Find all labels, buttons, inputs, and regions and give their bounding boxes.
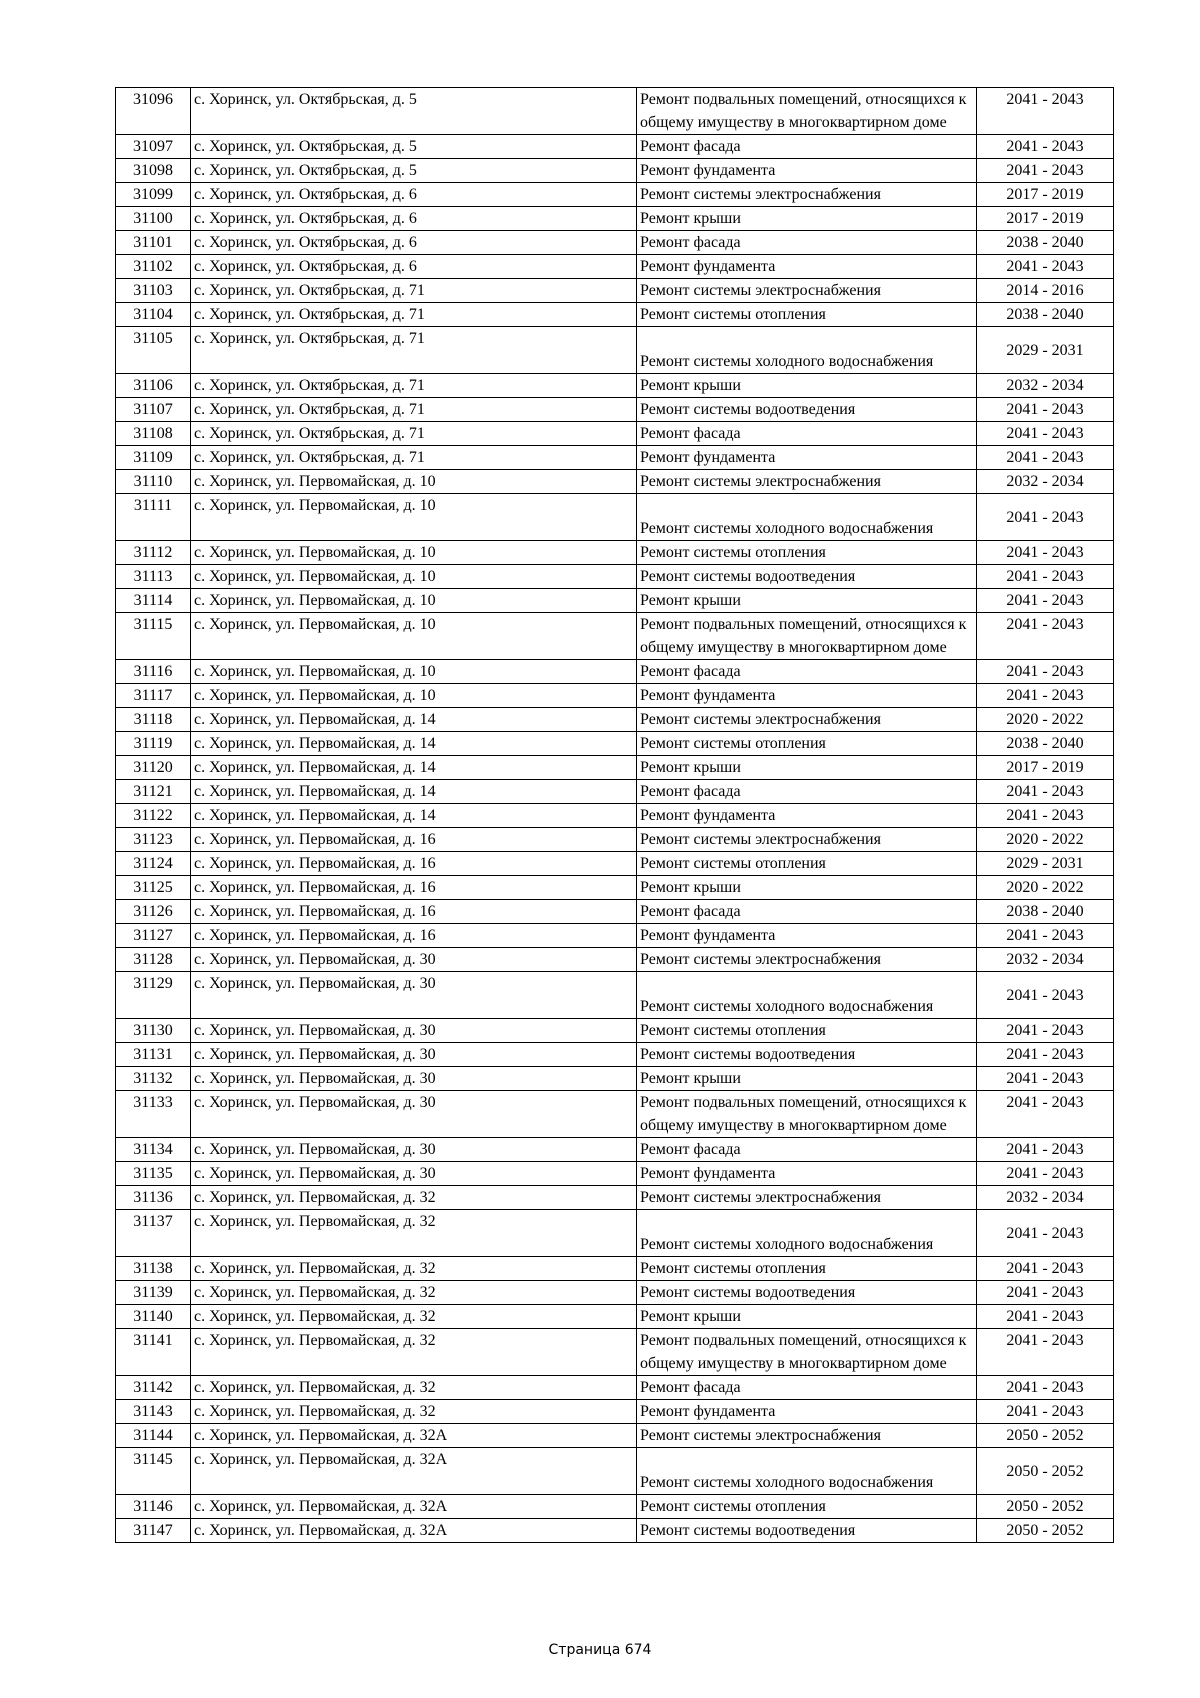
row-number: 31108 xyxy=(116,422,191,446)
row-work-type: Ремонт системы водоотведения xyxy=(637,1281,977,1305)
row-work-type: Ремонт системы отопления xyxy=(637,732,977,756)
row-address: с. Хоринск, ул. Первомайская, д. 16 xyxy=(191,900,637,924)
row-number: 31124 xyxy=(116,852,191,876)
table-row xyxy=(116,565,1114,589)
row-work-type: Ремонт системы отопления xyxy=(637,1495,977,1519)
table-row xyxy=(116,972,1114,1019)
row-period: 2050 - 2052 xyxy=(977,1424,1114,1448)
row-period: 2020 - 2022 xyxy=(977,708,1114,732)
row-number: 31104 xyxy=(116,303,191,327)
row-address: с. Хоринск, ул. Первомайская, д. 30 xyxy=(191,1043,637,1067)
row-address: с. Хоринск, ул. Октябрьская, д. 71 xyxy=(191,398,637,422)
row-number: 31121 xyxy=(116,780,191,804)
table-row xyxy=(116,1376,1114,1400)
row-period: 2041 - 2043 xyxy=(977,1138,1114,1162)
table-row xyxy=(116,374,1114,398)
row-number: 31097 xyxy=(116,135,191,159)
row-period: 2041 - 2043 xyxy=(977,159,1114,183)
row-period: 2020 - 2022 xyxy=(977,876,1114,900)
row-period: 2041 - 2043 xyxy=(977,494,1114,541)
table-row xyxy=(116,660,1114,684)
row-address: с. Хоринск, ул. Октябрьская, д. 6 xyxy=(191,207,637,231)
repair-schedule-table xyxy=(115,87,1114,1543)
row-period: 2020 - 2022 xyxy=(977,828,1114,852)
row-work-type: Ремонт системы водоотведения xyxy=(637,565,977,589)
row-period: 2041 - 2043 xyxy=(977,1091,1114,1138)
row-number: 31102 xyxy=(116,255,191,279)
table-row xyxy=(116,589,1114,613)
row-work-type: Ремонт системы отопления xyxy=(637,1019,977,1043)
row-address: с. Хоринск, ул. Первомайская, д. 10 xyxy=(191,660,637,684)
row-period: 2017 - 2019 xyxy=(977,207,1114,231)
table-row xyxy=(116,1210,1114,1257)
row-work-type: Ремонт фасада xyxy=(637,135,977,159)
row-address: с. Хоринск, ул. Октябрьская, д. 6 xyxy=(191,255,637,279)
row-address: с. Хоринск, ул. Первомайская, д. 30 xyxy=(191,1162,637,1186)
table-row xyxy=(116,1519,1114,1543)
row-work-type: Ремонт подвальных помещений, относящихся к общему имуществу в многоквартирном доме xyxy=(637,1329,977,1376)
row-number: 31117 xyxy=(116,684,191,708)
row-work-type: Ремонт системы отопления xyxy=(637,1257,977,1281)
row-address: с. Хоринск, ул. Первомайская, д. 10 xyxy=(191,541,637,565)
row-number: 31118 xyxy=(116,708,191,732)
row-work-type: Ремонт фундамента xyxy=(637,1162,977,1186)
row-period: 2041 - 2043 xyxy=(977,1400,1114,1424)
table-row xyxy=(116,279,1114,303)
table-body xyxy=(116,88,1114,1543)
row-number: 31135 xyxy=(116,1162,191,1186)
row-work-type: Ремонт системы отопления xyxy=(637,852,977,876)
row-work-type: Ремонт фундамента xyxy=(637,1400,977,1424)
row-work-type: Ремонт системы водоотведения xyxy=(637,398,977,422)
row-number: 31143 xyxy=(116,1400,191,1424)
table-row xyxy=(116,613,1114,660)
table-row xyxy=(116,1495,1114,1519)
table-row xyxy=(116,684,1114,708)
row-address: с. Хоринск, ул. Первомайская, д. 14 xyxy=(191,708,637,732)
row-period: 2041 - 2043 xyxy=(977,135,1114,159)
row-number: 31138 xyxy=(116,1257,191,1281)
row-work-type: Ремонт крыши xyxy=(637,1067,977,1091)
row-address: с. Хоринск, ул. Первомайская, д. 30 xyxy=(191,972,637,1019)
row-address: с. Хоринск, ул. Первомайская, д. 32 xyxy=(191,1210,637,1257)
row-period: 2050 - 2052 xyxy=(977,1495,1114,1519)
page-number: Страница 674 xyxy=(548,1642,652,1658)
row-address: с. Хоринск, ул. Первомайская, д. 30 xyxy=(191,1067,637,1091)
row-number: 31126 xyxy=(116,900,191,924)
row-period: 2041 - 2043 xyxy=(977,924,1114,948)
row-period: 2041 - 2043 xyxy=(977,1210,1114,1257)
table-row xyxy=(116,1448,1114,1495)
row-address: с. Хоринск, ул. Первомайская, д. 14 xyxy=(191,732,637,756)
row-work-type: Ремонт фасада xyxy=(637,1376,977,1400)
row-work-type: Ремонт системы холодного водоснабжения xyxy=(637,327,977,374)
table-row xyxy=(116,1019,1114,1043)
table-row xyxy=(116,327,1114,374)
table-row xyxy=(116,207,1114,231)
row-work-type: Ремонт фундамента xyxy=(637,446,977,470)
row-work-type: Ремонт системы электроснабжения xyxy=(637,948,977,972)
row-period: 2014 - 2016 xyxy=(977,279,1114,303)
row-number: 31141 xyxy=(116,1329,191,1376)
row-work-type: Ремонт крыши xyxy=(637,1305,977,1329)
table-row xyxy=(116,422,1114,446)
row-address: с. Хоринск, ул. Первомайская, д. 32А xyxy=(191,1424,637,1448)
table-row xyxy=(116,1424,1114,1448)
table-row xyxy=(116,88,1114,135)
row-number: 31119 xyxy=(116,732,191,756)
row-number: 31107 xyxy=(116,398,191,422)
row-number: 31128 xyxy=(116,948,191,972)
table-row xyxy=(116,1305,1114,1329)
table-row xyxy=(116,852,1114,876)
row-period: 2041 - 2043 xyxy=(977,1257,1114,1281)
row-work-type: Ремонт системы водоотведения xyxy=(637,1519,977,1543)
row-work-type: Ремонт системы отопления xyxy=(637,541,977,565)
row-number: 31112 xyxy=(116,541,191,565)
table-row xyxy=(116,159,1114,183)
row-address: с. Хоринск, ул. Первомайская, д. 32А xyxy=(191,1519,637,1543)
row-work-type: Ремонт фасада xyxy=(637,900,977,924)
row-number: 31129 xyxy=(116,972,191,1019)
row-address: с. Хоринск, ул. Первомайская, д. 14 xyxy=(191,756,637,780)
row-address: с. Хоринск, ул. Первомайская, д. 10 xyxy=(191,589,637,613)
table-row xyxy=(116,780,1114,804)
row-number: 31099 xyxy=(116,183,191,207)
row-number: 31132 xyxy=(116,1067,191,1091)
row-work-type: Ремонт фасада xyxy=(637,780,977,804)
row-period: 2041 - 2043 xyxy=(977,1305,1114,1329)
table-row xyxy=(116,470,1114,494)
table-row xyxy=(116,1067,1114,1091)
row-period: 2041 - 2043 xyxy=(977,660,1114,684)
row-work-type: Ремонт системы электроснабжения xyxy=(637,470,977,494)
row-number: 31103 xyxy=(116,279,191,303)
row-number: 31131 xyxy=(116,1043,191,1067)
row-address: с. Хоринск, ул. Первомайская, д. 30 xyxy=(191,1138,637,1162)
row-address: с. Хоринск, ул. Первомайская, д. 32 xyxy=(191,1281,637,1305)
row-period: 2032 - 2034 xyxy=(977,948,1114,972)
row-address: с. Хоринск, ул. Первомайская, д. 32 xyxy=(191,1305,637,1329)
row-period: 2041 - 2043 xyxy=(977,1281,1114,1305)
row-number: 31098 xyxy=(116,159,191,183)
row-number: 31134 xyxy=(116,1138,191,1162)
row-work-type: Ремонт системы электроснабжения xyxy=(637,828,977,852)
table-row xyxy=(116,804,1114,828)
row-number: 31140 xyxy=(116,1305,191,1329)
row-address: с. Хоринск, ул. Первомайская, д. 32А xyxy=(191,1448,637,1495)
table-row xyxy=(116,1186,1114,1210)
row-period: 2041 - 2043 xyxy=(977,1067,1114,1091)
row-period: 2038 - 2040 xyxy=(977,231,1114,255)
row-work-type: Ремонт крыши xyxy=(637,207,977,231)
row-number: 31133 xyxy=(116,1091,191,1138)
row-number: 31106 xyxy=(116,374,191,398)
row-address: с. Хоринск, ул. Первомайская, д. 30 xyxy=(191,1091,637,1138)
row-address: с. Хоринск, ул. Первомайская, д. 14 xyxy=(191,804,637,828)
row-number: 31136 xyxy=(116,1186,191,1210)
row-work-type: Ремонт крыши xyxy=(637,374,977,398)
row-number: 31127 xyxy=(116,924,191,948)
row-address: с. Хоринск, ул. Первомайская, д. 10 xyxy=(191,613,637,660)
row-period: 2041 - 2043 xyxy=(977,780,1114,804)
table-row xyxy=(116,732,1114,756)
row-address: с. Хоринск, ул. Первомайская, д. 32 xyxy=(191,1257,637,1281)
row-work-type: Ремонт фасада xyxy=(637,422,977,446)
row-number: 31147 xyxy=(116,1519,191,1543)
row-period: 2038 - 2040 xyxy=(977,303,1114,327)
row-number: 31144 xyxy=(116,1424,191,1448)
row-number: 31114 xyxy=(116,589,191,613)
row-work-type: Ремонт фундамента xyxy=(637,804,977,828)
row-number: 31113 xyxy=(116,565,191,589)
row-period: 2050 - 2052 xyxy=(977,1448,1114,1495)
row-work-type: Ремонт системы электроснабжения xyxy=(637,279,977,303)
row-address: с. Хоринск, ул. Первомайская, д. 14 xyxy=(191,780,637,804)
row-period: 2041 - 2043 xyxy=(977,255,1114,279)
row-period: 2041 - 2043 xyxy=(977,446,1114,470)
table-row xyxy=(116,1257,1114,1281)
table-row xyxy=(116,255,1114,279)
row-period: 2041 - 2043 xyxy=(977,398,1114,422)
row-period: 2041 - 2043 xyxy=(977,1329,1114,1376)
table-row xyxy=(116,231,1114,255)
row-address: с. Хоринск, ул. Октябрьская, д. 71 xyxy=(191,422,637,446)
table-row xyxy=(116,1329,1114,1376)
row-period: 2050 - 2052 xyxy=(977,1519,1114,1543)
row-address: с. Хоринск, ул. Первомайская, д. 16 xyxy=(191,924,637,948)
row-period: 2041 - 2043 xyxy=(977,1043,1114,1067)
table-row xyxy=(116,446,1114,470)
row-address: с. Хоринск, ул. Первомайская, д. 32 xyxy=(191,1376,637,1400)
table-row xyxy=(116,900,1114,924)
row-period: 2041 - 2043 xyxy=(977,613,1114,660)
row-work-type: Ремонт системы холодного водоснабжения xyxy=(637,1448,977,1495)
row-work-type: Ремонт фундамента xyxy=(637,255,977,279)
row-period: 2017 - 2019 xyxy=(977,183,1114,207)
table-row xyxy=(116,1281,1114,1305)
row-address: с. Хоринск, ул. Первомайская, д. 16 xyxy=(191,852,637,876)
row-period: 2029 - 2031 xyxy=(977,852,1114,876)
table-row xyxy=(116,1400,1114,1424)
row-work-type: Ремонт фундамента xyxy=(637,924,977,948)
row-number: 31122 xyxy=(116,804,191,828)
row-period: 2041 - 2043 xyxy=(977,1019,1114,1043)
row-address: с. Хоринск, ул. Первомайская, д. 10 xyxy=(191,470,637,494)
row-period: 2032 - 2034 xyxy=(977,374,1114,398)
row-period: 2041 - 2043 xyxy=(977,972,1114,1019)
row-address: с. Хоринск, ул. Октябрьская, д. 71 xyxy=(191,374,637,398)
row-period: 2041 - 2043 xyxy=(977,804,1114,828)
row-number: 31110 xyxy=(116,470,191,494)
row-period: 2041 - 2043 xyxy=(977,1162,1114,1186)
row-work-type: Ремонт крыши xyxy=(637,589,977,613)
row-number: 31116 xyxy=(116,660,191,684)
row-work-type: Ремонт системы холодного водоснабжения xyxy=(637,1210,977,1257)
table-row xyxy=(116,1162,1114,1186)
table-row xyxy=(116,398,1114,422)
row-work-type: Ремонт системы электроснабжения xyxy=(637,708,977,732)
row-number: 31101 xyxy=(116,231,191,255)
row-period: 2041 - 2043 xyxy=(977,541,1114,565)
row-period: 2041 - 2043 xyxy=(977,589,1114,613)
table-row xyxy=(116,494,1114,541)
row-address: с. Хоринск, ул. Октябрьская, д. 5 xyxy=(191,159,637,183)
row-work-type: Ремонт системы отопления xyxy=(637,303,977,327)
row-number: 31115 xyxy=(116,613,191,660)
row-period: 2041 - 2043 xyxy=(977,88,1114,135)
row-address: с. Хоринск, ул. Октябрьская, д. 71 xyxy=(191,327,637,374)
row-number: 31125 xyxy=(116,876,191,900)
row-number: 31130 xyxy=(116,1019,191,1043)
row-address: с. Хоринск, ул. Первомайская, д. 10 xyxy=(191,565,637,589)
table-row xyxy=(116,756,1114,780)
row-address: с. Хоринск, ул. Октябрьская, д. 71 xyxy=(191,446,637,470)
row-address: с. Хоринск, ул. Первомайская, д. 30 xyxy=(191,1019,637,1043)
row-address: с. Хоринск, ул. Октябрьская, д. 71 xyxy=(191,279,637,303)
row-period: 2032 - 2034 xyxy=(977,1186,1114,1210)
row-work-type: Ремонт фасада xyxy=(637,231,977,255)
row-work-type: Ремонт системы холодного водоснабжения xyxy=(637,972,977,1019)
table-row xyxy=(116,541,1114,565)
row-address: с. Хоринск, ул. Октябрьская, д. 71 xyxy=(191,303,637,327)
row-address: с. Хоринск, ул. Первомайская, д. 16 xyxy=(191,876,637,900)
row-work-type: Ремонт системы электроснабжения xyxy=(637,183,977,207)
row-number: 31096 xyxy=(116,88,191,135)
row-work-type: Ремонт системы холодного водоснабжения xyxy=(637,494,977,541)
table-row xyxy=(116,828,1114,852)
row-work-type: Ремонт крыши xyxy=(637,876,977,900)
row-number: 31111 xyxy=(116,494,191,541)
row-work-type: Ремонт подвальных помещений, относящихся к общему имуществу в многоквартирном доме xyxy=(637,88,977,135)
row-period: 2041 - 2043 xyxy=(977,1376,1114,1400)
row-work-type: Ремонт подвальных помещений, относящихся к общему имуществу в многоквартирном доме xyxy=(637,613,977,660)
row-number: 31137 xyxy=(116,1210,191,1257)
row-number: 31146 xyxy=(116,1495,191,1519)
row-number: 31120 xyxy=(116,756,191,780)
row-address: с. Хоринск, ул. Первомайская, д. 10 xyxy=(191,494,637,541)
row-address: с. Хоринск, ул. Первомайская, д. 32 xyxy=(191,1186,637,1210)
row-work-type: Ремонт фасада xyxy=(637,660,977,684)
row-period: 2038 - 2040 xyxy=(977,732,1114,756)
row-number: 31142 xyxy=(116,1376,191,1400)
table-row xyxy=(116,183,1114,207)
table-row xyxy=(116,1138,1114,1162)
row-work-type: Ремонт системы водоотведения xyxy=(637,1043,977,1067)
row-period: 2041 - 2043 xyxy=(977,684,1114,708)
table-row xyxy=(116,1091,1114,1138)
row-period: 2041 - 2043 xyxy=(977,565,1114,589)
row-work-type: Ремонт фасада xyxy=(637,1138,977,1162)
row-work-type: Ремонт системы электроснабжения xyxy=(637,1424,977,1448)
table-row xyxy=(116,1043,1114,1067)
row-period: 2032 - 2034 xyxy=(977,470,1114,494)
row-work-type: Ремонт крыши xyxy=(637,756,977,780)
row-period: 2017 - 2019 xyxy=(977,756,1114,780)
row-number: 31105 xyxy=(116,327,191,374)
table-row xyxy=(116,924,1114,948)
row-address: с. Хоринск, ул. Октябрьская, д. 5 xyxy=(191,135,637,159)
row-work-type: Ремонт системы электроснабжения xyxy=(637,1186,977,1210)
row-address: с. Хоринск, ул. Первомайская, д. 10 xyxy=(191,684,637,708)
table-row xyxy=(116,135,1114,159)
row-work-type: Ремонт подвальных помещений, относящихся к общему имуществу в многоквартирном доме xyxy=(637,1091,977,1138)
row-address: с. Хоринск, ул. Первомайская, д. 32А xyxy=(191,1495,637,1519)
row-number: 31139 xyxy=(116,1281,191,1305)
row-address: с. Хоринск, ул. Первомайская, д. 32 xyxy=(191,1400,637,1424)
row-address: с. Хоринск, ул. Первомайская, д. 30 xyxy=(191,948,637,972)
row-work-type: Ремонт фундамента xyxy=(637,159,977,183)
row-address: с. Хоринск, ул. Первомайская, д. 32 xyxy=(191,1329,637,1376)
row-number: 31109 xyxy=(116,446,191,470)
row-number: 31123 xyxy=(116,828,191,852)
table-row xyxy=(116,708,1114,732)
row-work-type: Ремонт фундамента xyxy=(637,684,977,708)
row-period: 2041 - 2043 xyxy=(977,422,1114,446)
row-period: 2029 - 2031 xyxy=(977,327,1114,374)
row-address: с. Хоринск, ул. Первомайская, д. 16 xyxy=(191,828,637,852)
row-address: с. Хоринск, ул. Октябрьская, д. 5 xyxy=(191,88,637,135)
row-number: 31100 xyxy=(116,207,191,231)
row-address: с. Хоринск, ул. Октябрьская, д. 6 xyxy=(191,183,637,207)
table-row xyxy=(116,876,1114,900)
row-number: 31145 xyxy=(116,1448,191,1495)
table-row xyxy=(116,948,1114,972)
row-period: 2038 - 2040 xyxy=(977,900,1114,924)
table-row xyxy=(116,303,1114,327)
row-address: с. Хоринск, ул. Октябрьская, д. 6 xyxy=(191,231,637,255)
